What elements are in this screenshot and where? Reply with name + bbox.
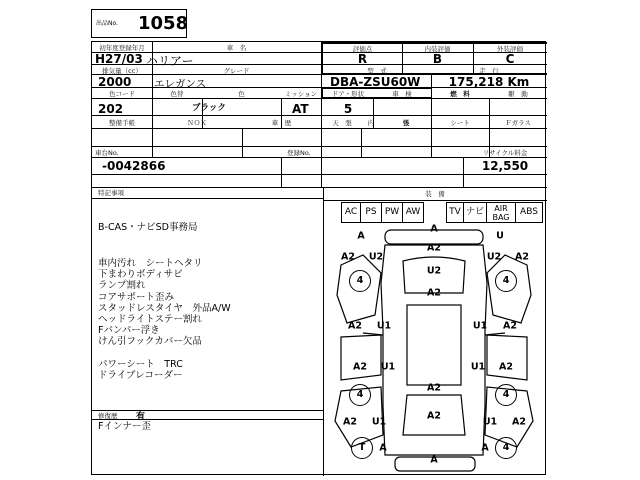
inspection-header: 車 検 [392,90,412,98]
damage-mark: A2 [341,251,355,263]
service-book-header: 整備手帳 [109,119,135,127]
feature-airbag-line2: BAG [492,213,510,222]
doors-value: 5 [343,102,353,116]
fuel-header: 燃 料 [450,90,470,98]
grade-header: グレード [223,67,250,75]
damage-mark: A2 [499,361,513,373]
mileage-value: 175,218 Km [448,75,530,89]
damage-mark: A2 [427,287,441,299]
feature-navi: ナビ [464,202,487,223]
tire-rear-left: 4 [349,384,371,406]
tire-spare: T [351,437,373,459]
damage-mark: U2 [368,251,384,263]
tire-extra: 4 [495,437,517,459]
color-code-value: 202 [98,102,124,116]
damage-mark: U1 [380,361,396,373]
feature-tv: TV [446,202,464,223]
seat-header: シート [450,119,470,127]
lot-number-box [91,9,187,38]
color-type-header: 色替 [170,90,184,98]
interior-upholstery-value: 張 [402,119,410,127]
grade-value: エレガンス [154,78,207,90]
damage-mark: A2 [427,242,441,254]
repair-history-value: 有 [136,412,146,422]
damage-mark: A2 [427,410,441,422]
chassis-value: -0042866 [102,159,166,173]
mission-value: AT [292,102,309,116]
feature-ps: PS [361,202,382,223]
glass-header: Ｆガラス [505,119,531,127]
history-header: 車 歴 [271,119,292,127]
damage-mark: A2 [427,382,441,394]
remarks-header: 特記事項 [98,189,124,197]
interior-header: 内装評価 [424,45,451,53]
color-code-header: 色コード [109,90,135,98]
reg-year-value: H27/03 [95,52,143,66]
drive-header: 駆 動 [508,90,528,98]
reg-year-header: 初年度登録年月 [99,44,145,52]
repair-history-label: 修復歴 [98,412,118,420]
lot-number-label: 出品No. [96,20,118,27]
damage-mark: A [430,454,438,466]
mission-header: ミッション [284,90,318,98]
mileage-header: 走 行 [479,67,499,75]
damage-mark: U1 [482,416,498,428]
damage-mark: A2 [348,320,362,332]
interior-upholstery-header: 内 [367,119,375,127]
damage-mark: A [430,223,438,235]
damage-mark: U1 [472,320,488,332]
damage-mark: U1 [376,320,392,332]
color-header: 色 [238,90,245,98]
repair-note: Fインナー歪 [98,421,151,432]
tire-front-left: 4 [349,270,371,292]
model-value: DBA-ZSU60W [330,75,421,89]
damage-mark: A2 [353,361,367,373]
exterior-score-value: C [505,52,515,66]
equipment-header: 装 備 [425,190,445,198]
feature-ac: AC [341,202,361,223]
chassis-header: 車台No. [95,149,119,157]
recycle-header: リサイクル料金 [482,149,528,157]
damage-mark: U2 [486,251,502,263]
remarks-notes: 車内汚れ シートヘタリ 下まわりボディサビ ランプ割れ コアサポート歪み スタッドレスタイヤ 外品A/W ヘッドライトステー割れ Fバンパー浮き けん引フックカバー欠品 パワーシート TRC ドライブレコーダー [98,258,231,382]
damage-mark: A2 [515,251,529,263]
displacement-header: 排気量（cc） [102,67,142,75]
interior-score-value: B [432,52,443,66]
feature-airbag-line1: AIR [494,204,508,213]
recycle-value: 12,550 [481,159,529,173]
tire-rear-right: 4 [495,384,517,406]
nox-header: ＮＯＸ [187,119,207,127]
exterior-header: 外装評価 [497,45,523,53]
color-value: ブラック [192,103,226,113]
doors-header: ドア・形状 [331,90,365,98]
displacement-value: 2000 [98,75,132,89]
damage-mark: A [357,230,365,242]
damage-mark: U1 [371,416,387,428]
car-name-value: ハリアー [146,54,194,68]
damage-mark: A [481,442,489,454]
damage-mark: A2 [503,320,517,332]
damage-mark: U [496,230,504,242]
sunroof-header: 天 張 [332,119,352,127]
feature-pw: PW [382,202,403,223]
damage-mark: A [379,442,387,454]
feature-aw: AW [403,202,424,223]
registration-header: 登録No. [287,149,311,157]
damage-mark: U2 [426,265,442,277]
damage-mark: A2 [343,416,357,428]
lot-number: 1058 [138,13,189,34]
score-value: R [357,52,368,66]
feature-abs: ABS [516,202,543,223]
score-header: 評価点 [352,45,373,53]
model-header: 型 式 [367,67,387,75]
tire-front-right: 4 [495,270,517,292]
remarks-top-note: B-CAS・ナビSD事務局 [98,222,198,233]
damage-mark: A2 [512,416,526,428]
inspection-sheet [91,41,546,475]
damage-mark: U1 [470,361,486,373]
feature-airbag [487,202,516,223]
car-name-header: 車 名 [226,44,247,52]
